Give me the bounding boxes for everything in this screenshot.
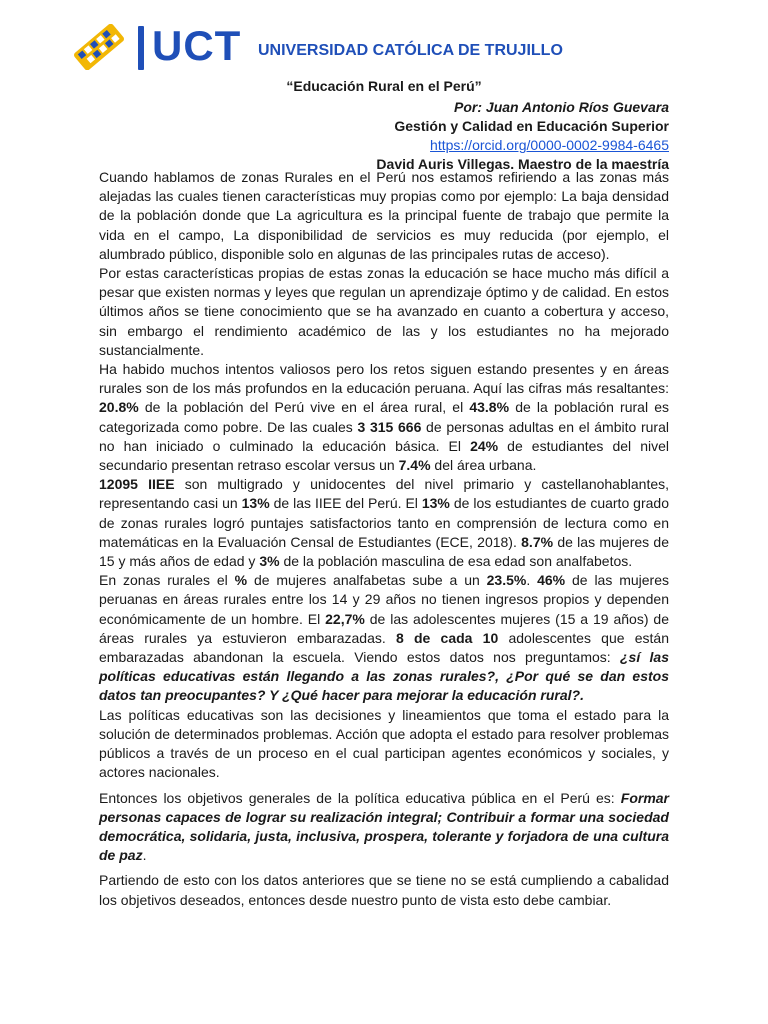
document-body: [99, 168, 669, 910]
paragraph-7: Entonces los objetivos generales de la política educativa pública en el Perú es: Formar personas capaces de lograr su realización integral; Contribuir a formar una sociedad democrática, solidaria, justa, inclusiva, prospera, tolerante y forjadora de una cultura de paz.: [99, 789, 669, 864]
program: Gestión y Calidad en Educación Superior: [394, 118, 669, 134]
paragraph-6: Las políticas educativas son las decisiones y lineamientos que toma el estado para la solución de determinados problemas. Acción que adopta el estado para resolver problemas públicos a través de un proceso en el cual participan agentes económicos y sociales, y actores nacionales.: [99, 706, 669, 781]
paragraph-2: Por estas características propias de estas zonas la educación se hace mucho más difícil a pesar que existen normas y leyes que regulan un aprendizaje óptimo y de calidad. En estos últimos años se tiene conocimiento que se ha avanzado en cuanto a cobertura y acceso, sin embargo el rendimiento académico de las y los estudiantes no ha mejorado sustancialmente.: [99, 265, 669, 358]
paragraph-5: En zonas rurales el % de mujeres analfabetas sube a un 23.5%. 46% de las mujeres peruanas en áreas rurales entre los 14 y 29 años no tienen ingresos propios y dependen económicamente de un hombre. El 22,7% de las adolescentes mujeres (15 a 19 años) de áreas rurales ya estuvieron embarazadas. 8 de cada 10 adolescentes que están embarazadas abandonan la escuela. Viendo estos datos nos preguntamos: ¿sí las políticas educativas están llegando a las zonas rurales?, ¿Por qué se dan estos datos tan preocupantes? Y ¿Qué hacer para mejorar la educación rural?.: [99, 572, 670, 704]
author: Por: Juan Antonio Ríos Guevara: [454, 99, 669, 115]
paragraph-3: Ha habido muchos intentos valiosos pero los retos siguen estando presentes y en áreas rurales son de los más profundos en la educación peruana. Aquí las cifras más resaltantes: 20.8% de la población del Perú vive en el área rural, el 43.8% de la población rural es categorizada como pobre. De las cuales 3 315 666 de personas adultas en el ámbito rural no han iniciado o culminado la educación básica. El 24% de estudiantes del nivel secundario presentan retraso escolar versus un 7.4% del área urbana.: [99, 361, 670, 474]
paragraph-1: Cuando hablamos de zonas Rurales en el Perú nos estamos refiriendo a las zonas más alejadas las cuales tienen características muy propias como por ejemplo: La baja densidad de la población donde que La agricultura es la principal fuente de trabajo que permite la vida en el campo, La disponibilidad de servicios es muy reducida (por ejemplo, el alumbrado público, disponible solo en algunas de las principales rutas de acceso).: [99, 169, 669, 262]
document-title: “Educación Rural en el Perú”: [286, 78, 482, 94]
paragraph-8: Partiendo de esto con los datos anteriores que se tiene no se está cumpliendo a cabalidad los objetivos deseados, entonces desde nuestro punto de vista esto debe cambiar.: [99, 872, 669, 908]
orcid-link[interactable]: https://orcid.org/0000-0002-9984-6465: [430, 137, 669, 153]
logo-acronym: UCT: [152, 22, 242, 69]
university-name: UNIVERSIDAD CATÓLICA DE TRUJILLO: [258, 42, 563, 59]
paragraph-4: 12095 IIEE son multigrado y unidocentes del nivel primario y castellanohablantes, representando casi un 13% de las IIEE del Perú. El 13% de los estudiantes de cuarto grado de zonas rurales logró puntajes satisfactorios tanto en comprensión de lectura como en matemáticas en la Evaluación Censal de Estudiantes (ECE, 2018). 8.7% de las mujeres de 15 y más años de edad y 3% de la población masculina de esa edad son analfabetos.: [99, 476, 670, 570]
advisor: David Auris Villegas. Maestro de la maestría: [376, 156, 669, 172]
university-logo-icon: [66, 24, 132, 70]
logo-divider: [138, 26, 144, 70]
university-header: [66, 22, 706, 74]
byline: [109, 98, 669, 174]
